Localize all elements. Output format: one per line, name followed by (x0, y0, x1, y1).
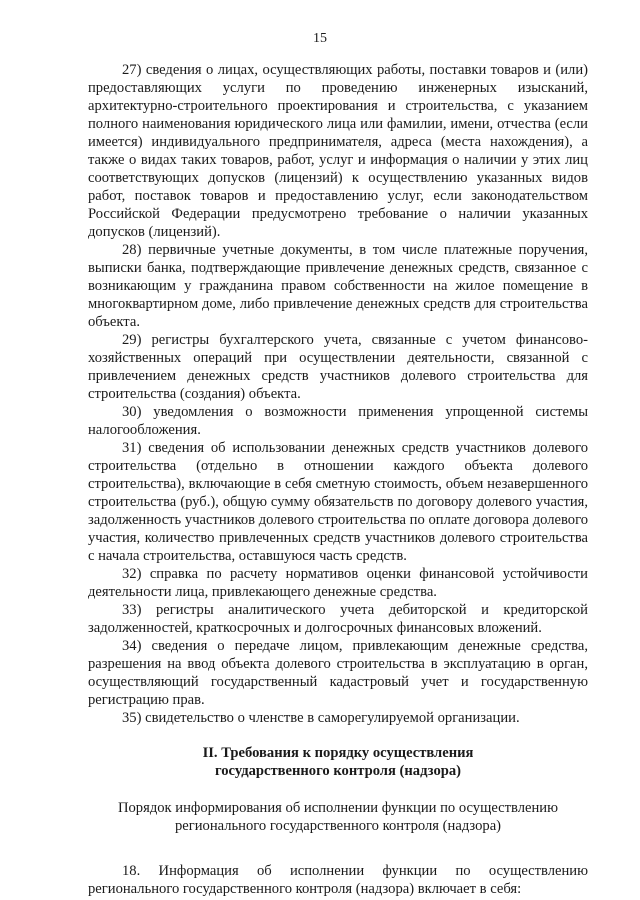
subsection-heading-line-2: регионального государственного контроля (надзора) (174, 818, 502, 834)
list-item-35: 35) свидетельство о членстве в саморегулируемой организации. (122, 710, 520, 726)
list-item-31: 31) сведения об использовании денежных средств участников долевого строительства (отдельно в отношении каждого объекта долевого строительства), включающие в себя сметную стоимость, объем незавершенного строительства (руб.), общую сумму обязательств по договору долевого участия, задолженность участников долевого строительства по оплате договора долевого участия, количество привлеченных средств участников долевого строительства с начала строительства, оставшуюся часть средств. (88, 440, 588, 564)
paragraph-18: 18. Информация об исполнении функции по осуществлению регионального государственного контроля (надзора) включает в себя: (88, 863, 588, 897)
list-item-28: 28) первичные учетные документы, в том числе платежные поручения, выписки банка, подтверждающие привлечение денежных средств, связанное с возникающим у гражданина правом собственности на жилое помещение в многоквартирном доме, либо привлечение денежных средств для строительства объекта. (88, 242, 588, 330)
list-item-30: 30) уведомления о возможности применения упрощенной системы налогообложения. (88, 404, 588, 438)
section-heading (88, 744, 588, 780)
section-heading-line-2: государственного контроля (надзора) (214, 763, 462, 779)
list-item-29: 29) регистры бухгалтерского учета, связанные с учетом финансово-хозяйственных операций при осуществлении деятельности, связанной с привлечением денежных средств участников долевого строительства для строительства (создания) объекта. (88, 332, 588, 402)
list-item-27: 27) сведения о лицах, осуществляющих работы, поставки товаров и (или) предоставляющих услуги по проведению инженерных изысканий, архитектурно-строительного проектирования и строительства, с указанием полного наименования юридического лица или фамилии, имени, отчества (если имеется) индивидуального предпринимателя, адреса (места нахождения), а также о видах таких товаров, работ, услуг и информация о наличии у этих лиц соответствующих допусков (лицензий) к осуществлению указанных видов работ, поставок товаров и предоставлению услуг, если законодательством Российской Федерации предусмотрено требование о наличии указанных допусков (лицензий). (88, 62, 588, 240)
subsection-heading (88, 799, 588, 835)
list-item-32: 32) справка по расчету нормативов оценки финансовой устойчивости деятельности лица, привлекающего денежные средства. (88, 566, 588, 600)
page-number: 15 (313, 31, 327, 46)
section-heading-line-1: II. Требования к порядку осуществления (202, 745, 474, 761)
list-item-34: 34) сведения о передаче лицом, привлекающим денежные средства, разрешения на ввод объекта долевого строительства в эксплуатацию в орган, осуществляющий государственный кадастровый учет и государственную регистрацию прав. (88, 638, 588, 708)
subsection-heading-line-1: Порядок информирования об исполнении функции по осуществлению (117, 800, 559, 816)
list-item-33: 33) регистры аналитического учета дебиторской и кредиторской задолженностей, краткосрочных и долгосрочных финансовых вложений. (88, 602, 588, 636)
document-body (88, 61, 588, 898)
